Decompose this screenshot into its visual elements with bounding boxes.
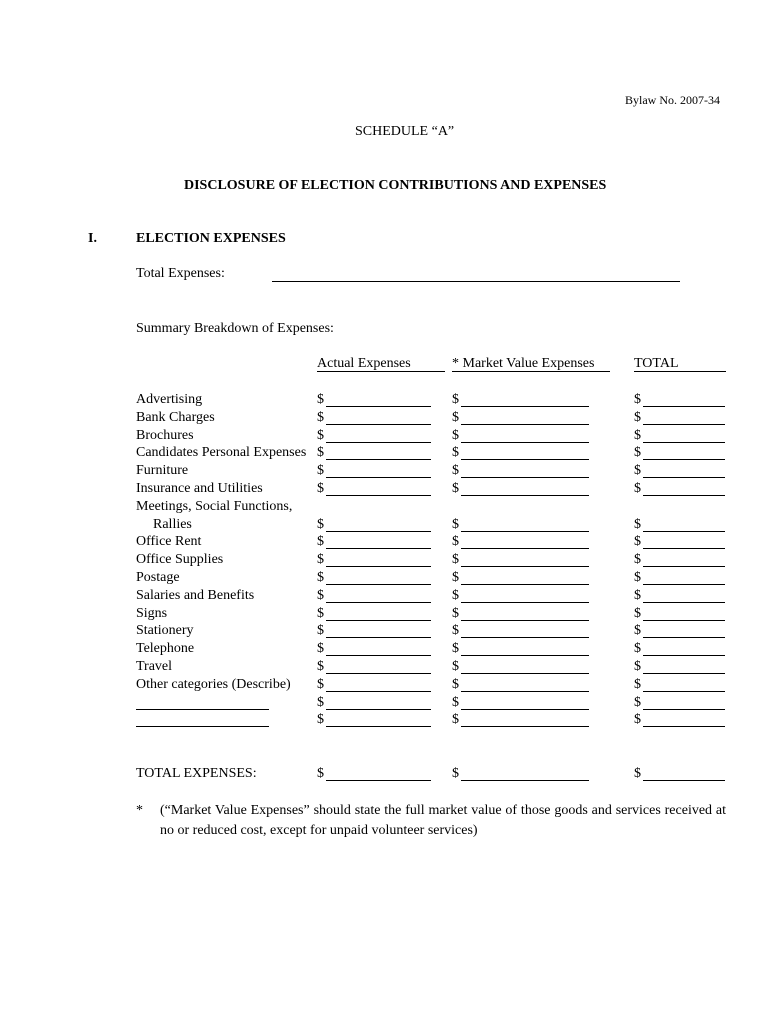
expense-row-label: Furniture (136, 463, 189, 478)
expense-market-field[interactable] (452, 481, 590, 497)
total-expenses-field[interactable] (272, 281, 680, 282)
expense-total-field[interactable] (634, 695, 726, 711)
total-expenses-row-label: TOTAL EXPENSES: (136, 766, 257, 781)
expense-row-label: Advertising (136, 392, 203, 407)
expense-row-label: Salaries and Benefits (136, 588, 255, 603)
dollar-sign: $ (634, 766, 641, 781)
dollar-sign: $ (634, 695, 641, 710)
column-header-total-underline (634, 371, 726, 372)
expense-row-label: Candidates Personal Expenses (136, 445, 307, 460)
dollar-sign: $ (634, 463, 641, 478)
dollar-sign: $ (634, 534, 641, 549)
expense-row-label: Office Rent (136, 534, 202, 549)
dollar-sign: $ (317, 392, 324, 407)
dollar-sign: $ (317, 623, 324, 638)
expense-total-field[interactable] (634, 570, 726, 586)
expense-row-label: Meetings, Social Functions, (136, 499, 293, 514)
expense-market-field[interactable] (452, 606, 590, 622)
expense-row-label: Travel (136, 659, 173, 674)
dollar-sign: $ (317, 659, 324, 674)
expense-total-field[interactable] (634, 410, 726, 426)
dollar-sign: $ (452, 606, 459, 621)
dollar-sign: $ (317, 712, 324, 727)
expense-total-field[interactable] (634, 428, 726, 444)
dollar-sign: $ (317, 463, 324, 478)
expense-market-field[interactable] (452, 588, 590, 604)
dollar-sign: $ (452, 695, 459, 710)
dollar-sign: $ (634, 641, 641, 656)
dollar-sign: $ (317, 428, 324, 443)
expense-total-field[interactable] (634, 712, 726, 728)
expense-actual-field[interactable] (317, 623, 432, 639)
dollar-sign: $ (634, 428, 641, 443)
expense-actual-field[interactable] (317, 534, 432, 550)
section-number: I. (88, 231, 97, 246)
expense-market-field[interactable] (452, 445, 590, 461)
dollar-sign: $ (634, 517, 641, 532)
expense-actual-field[interactable] (317, 677, 432, 693)
expense-market-field[interactable] (452, 392, 590, 408)
dollar-sign: $ (452, 552, 459, 567)
expense-market-field[interactable] (452, 410, 590, 426)
dollar-sign: $ (452, 534, 459, 549)
dollar-sign: $ (317, 517, 324, 532)
expense-actual-field[interactable] (317, 552, 432, 568)
expense-total-field[interactable] (634, 552, 726, 568)
section-heading: ELECTION EXPENSES (136, 231, 286, 246)
other-category-describe-field[interactable] (136, 709, 269, 710)
expense-actual-field[interactable] (317, 606, 432, 622)
expense-market-field[interactable] (452, 712, 590, 728)
expense-market-field[interactable] (452, 552, 590, 568)
dollar-sign: $ (317, 677, 324, 692)
dollar-sign: $ (452, 588, 459, 603)
expense-market-field[interactable] (452, 428, 590, 444)
expense-total-field[interactable] (634, 517, 726, 533)
expense-total-field[interactable] (634, 463, 726, 479)
dollar-sign: $ (317, 445, 324, 460)
dollar-sign: $ (452, 445, 459, 460)
expense-total-field[interactable] (634, 641, 726, 657)
dollar-sign: $ (452, 463, 459, 478)
dollar-sign: $ (452, 623, 459, 638)
dollar-sign: $ (317, 766, 324, 781)
expense-total-field[interactable] (634, 534, 726, 550)
expense-row-label: Insurance and Utilities (136, 481, 263, 496)
expense-actual-field[interactable] (317, 463, 432, 479)
expense-actual-field[interactable] (317, 588, 432, 604)
dollar-sign: $ (452, 712, 459, 727)
expense-actual-field[interactable] (317, 445, 432, 461)
dollar-sign: $ (634, 552, 641, 567)
dollar-sign: $ (634, 712, 641, 727)
expense-actual-field[interactable] (317, 392, 432, 408)
dollar-sign: $ (634, 659, 641, 674)
dollar-sign: $ (634, 445, 641, 460)
expense-actual-field[interactable] (317, 695, 432, 711)
dollar-sign: $ (452, 641, 459, 656)
dollar-sign: $ (452, 659, 459, 674)
other-category-describe-field[interactable] (136, 726, 269, 727)
dollar-sign: $ (317, 695, 324, 710)
column-header-market: * Market Value Expenses (452, 356, 595, 371)
dollar-sign: $ (634, 481, 641, 496)
expense-market-field[interactable] (452, 695, 590, 711)
total-market-field[interactable] (452, 766, 590, 782)
expense-actual-field[interactable] (317, 570, 432, 586)
bylaw-number: Bylaw No. 2007-34 (625, 93, 720, 107)
expense-market-field[interactable] (452, 659, 590, 675)
dollar-sign: $ (634, 588, 641, 603)
dollar-sign: $ (634, 677, 641, 692)
dollar-sign: $ (452, 392, 459, 407)
expense-row-label: Rallies (153, 517, 192, 532)
dollar-sign: $ (634, 570, 641, 585)
footnote-text: (“Market Value Expenses” should state the full market value of those goods and services received at no or reduced cost, except for unpaid volunteer services) (160, 803, 726, 838)
dollar-sign: $ (317, 641, 324, 656)
expense-row-label: Telephone (136, 641, 195, 656)
expense-actual-field[interactable] (317, 428, 432, 444)
dollar-sign: $ (317, 588, 324, 603)
dollar-sign: $ (452, 428, 459, 443)
expense-actual-field[interactable] (317, 481, 432, 497)
expense-total-field[interactable] (634, 392, 726, 408)
expense-row-label: Stationery (136, 623, 194, 638)
expense-total-field[interactable] (634, 677, 726, 693)
schedule-title: SCHEDULE “A” (355, 124, 455, 139)
column-header-actual-underline (317, 371, 445, 372)
expense-total-field[interactable] (634, 606, 726, 622)
dollar-sign: $ (317, 552, 324, 567)
column-header-actual: Actual Expenses (317, 356, 411, 371)
dollar-sign: $ (317, 606, 324, 621)
total-total-field[interactable] (634, 766, 726, 782)
dollar-sign: $ (452, 570, 459, 585)
expense-row-label: Signs (136, 606, 168, 621)
expense-market-field[interactable] (452, 641, 590, 657)
expense-actual-field[interactable] (317, 659, 432, 675)
expense-total-field[interactable] (634, 623, 726, 639)
column-header-total: TOTAL (634, 356, 679, 371)
expense-row-label: Office Supplies (136, 552, 224, 567)
expense-actual-field[interactable] (317, 641, 432, 657)
dollar-sign: $ (452, 410, 459, 425)
dollar-sign: $ (452, 766, 459, 781)
total-actual-field[interactable] (317, 766, 432, 782)
expense-market-field[interactable] (452, 517, 590, 533)
expense-total-field[interactable] (634, 445, 726, 461)
expense-total-field[interactable] (634, 481, 726, 497)
dollar-sign: $ (634, 392, 641, 407)
dollar-sign: $ (317, 481, 324, 496)
expense-actual-field[interactable] (317, 517, 432, 533)
expense-market-field[interactable] (452, 623, 590, 639)
dollar-sign: $ (452, 677, 459, 692)
total-expenses-label: Total Expenses: (136, 266, 225, 281)
dollar-sign: $ (634, 410, 641, 425)
footnote-marker: * (136, 803, 143, 818)
dollar-sign: $ (317, 570, 324, 585)
expense-market-field[interactable] (452, 534, 590, 550)
expense-market-field[interactable] (452, 677, 590, 693)
expense-row-label: Bank Charges (136, 410, 215, 425)
expense-row-label: Postage (136, 570, 180, 585)
dollar-sign: $ (634, 623, 641, 638)
document-title: DISCLOSURE OF ELECTION CONTRIBUTIONS AND EXPENSES (184, 178, 607, 193)
expense-market-field[interactable] (452, 570, 590, 586)
summary-label: Summary Breakdown of Expenses: (136, 321, 334, 336)
dollar-sign: $ (634, 606, 641, 621)
expense-market-field[interactable] (452, 463, 590, 479)
dollar-sign: $ (452, 517, 459, 532)
dollar-sign: $ (317, 534, 324, 549)
dollar-sign: $ (317, 410, 324, 425)
dollar-sign: $ (452, 481, 459, 496)
expense-actual-field[interactable] (317, 410, 432, 426)
expense-row-label: Other categories (Describe) (136, 677, 291, 692)
expense-total-field[interactable] (634, 588, 726, 604)
expense-actual-field[interactable] (317, 712, 432, 728)
column-header-market-underline (452, 371, 610, 372)
expense-total-field[interactable] (634, 659, 726, 675)
expense-row-label: Brochures (136, 428, 194, 443)
